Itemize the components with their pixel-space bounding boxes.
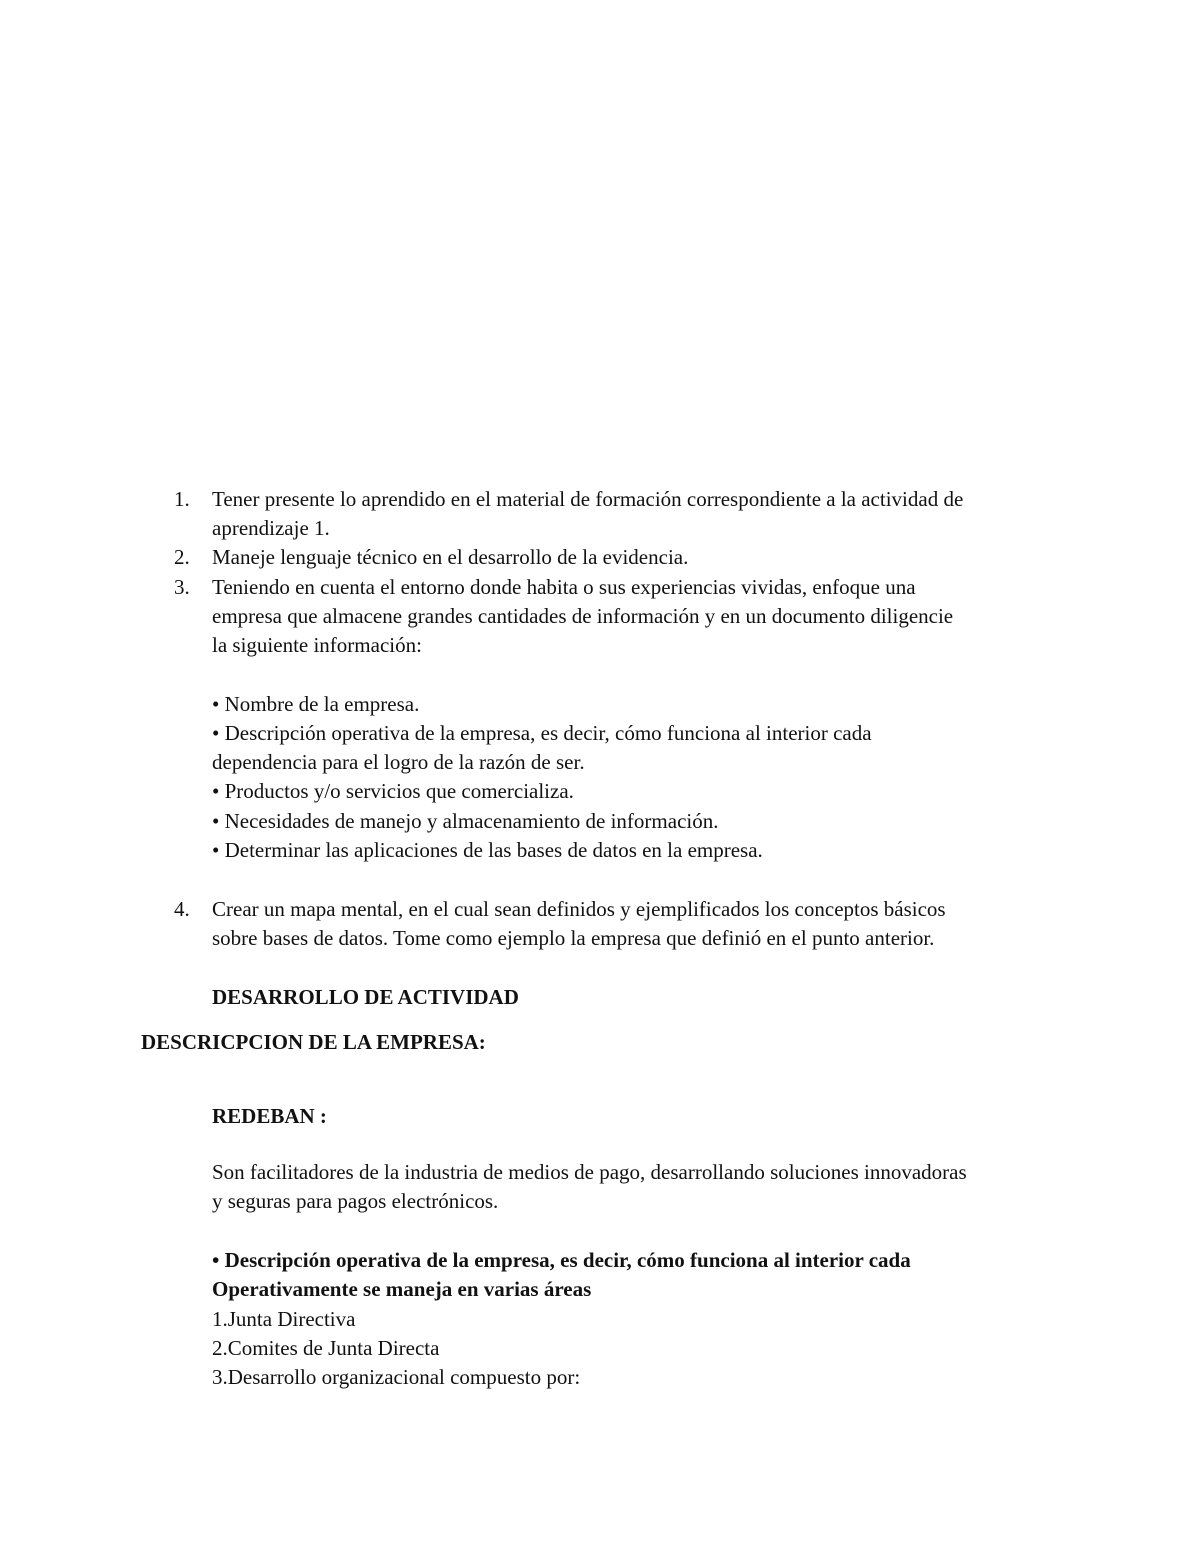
- list-item-text: aprendizaje 1.: [212, 516, 330, 540]
- operations-heading: Operativamente se maneja en varias áreas: [212, 1277, 592, 1301]
- list-item-text: Maneje lenguaje técnico en el desarrollo de la evidencia.: [212, 545, 689, 569]
- list-item-text: Teniendo en cuenta el entorno donde habita o sus experiencias vividas, enfoque una: [212, 575, 916, 599]
- company-description: Son facilitadores de la industria de medios de pago, desarrollando soluciones innovadoras: [212, 1160, 967, 1184]
- list-item-text: Crear un mapa mental, en el cual sean definidos y ejemplificados los conceptos básicos: [212, 897, 946, 921]
- area-item: 1.Junta Directiva: [212, 1307, 356, 1331]
- bullet-item: • Necesidades de manejo y almacenamiento de información.: [212, 809, 719, 833]
- operations-heading: • Descripción operativa de la empresa, es decir, cómo funciona al interior cada: [212, 1248, 911, 1272]
- area-item: 3.Desarrollo organizacional compuesto por:: [212, 1365, 581, 1389]
- list-number: 3.: [174, 575, 190, 599]
- list-item-text: empresa que almacene grandes cantidades de información y en un documento diligencie: [212, 604, 954, 628]
- bullet-item: • Descripción operativa de la empresa, es decir, cómo funciona al interior cada: [212, 721, 872, 745]
- list-number: 4.: [174, 897, 190, 921]
- list-item-text: sobre bases de datos. Tome como ejemplo la empresa que definió en el punto anterior.: [212, 926, 935, 950]
- list-number: 2.: [174, 545, 190, 569]
- company-description: y seguras para pagos electrónicos.: [212, 1189, 499, 1213]
- area-item: 2.Comites de Junta Directa: [212, 1336, 440, 1360]
- bullet-item: • Nombre de la empresa.: [212, 692, 420, 716]
- list-item-text: Tener presente lo aprendido en el material de formación correspondiente a la actividad de: [212, 487, 964, 511]
- bullet-item: • Productos y/o servicios que comercializa.: [212, 779, 574, 803]
- bullet-item: • Determinar las aplicaciones de las bases de datos en la empresa.: [212, 838, 763, 862]
- bullet-item: dependencia para el logro de la razón de ser.: [212, 750, 585, 774]
- section-heading: DESARROLLO DE ACTIVIDAD: [212, 985, 519, 1009]
- list-item-text: la siguiente información:: [212, 633, 422, 657]
- company-heading: DESCRICPCION DE LA EMPRESA:: [141, 1030, 486, 1054]
- list-number: 1.: [174, 487, 190, 511]
- company-name: REDEBAN :: [212, 1104, 327, 1128]
